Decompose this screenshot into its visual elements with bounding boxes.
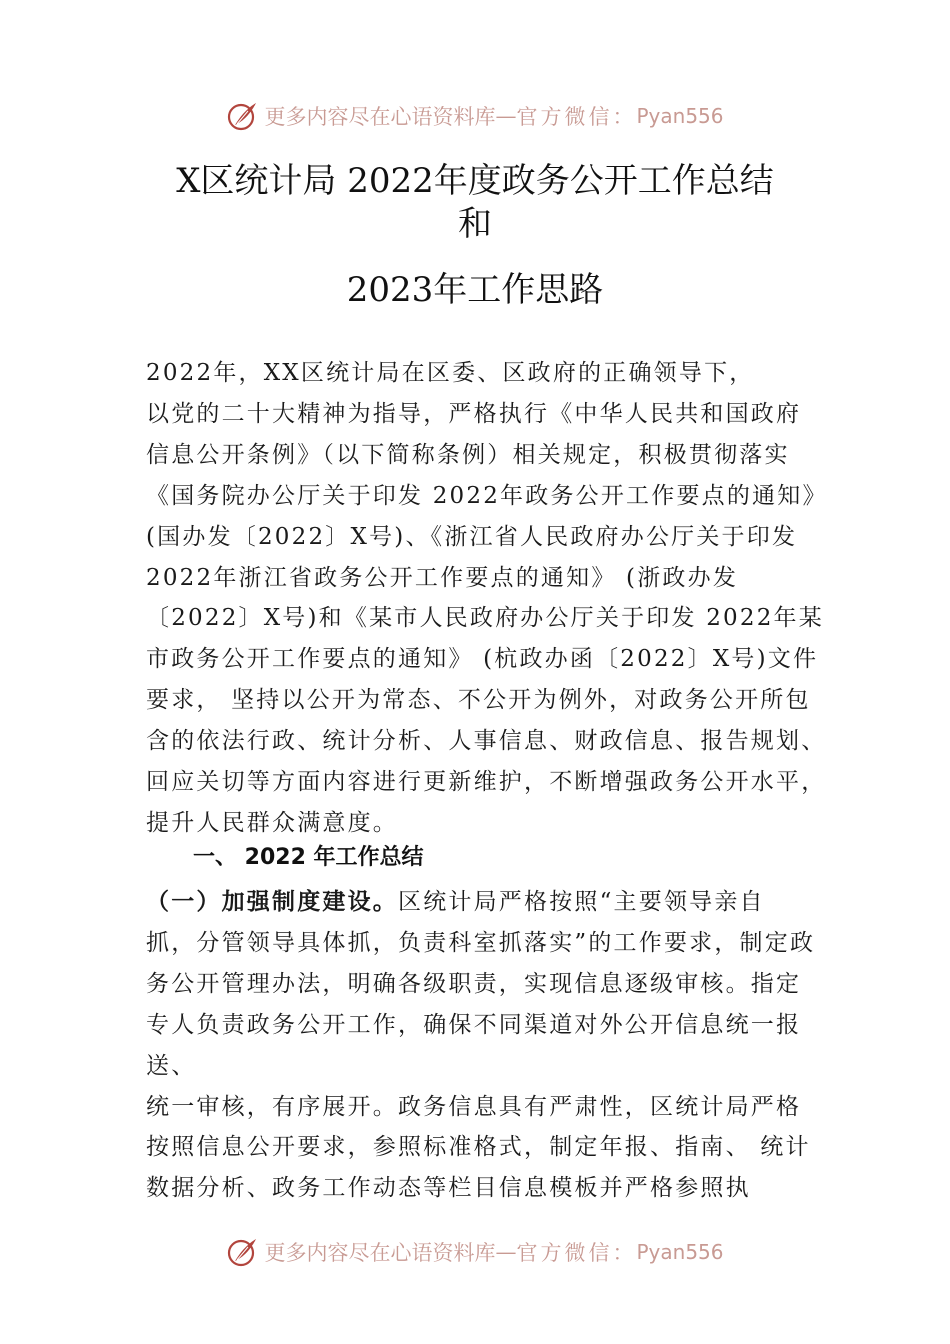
watermark-separator: — [495,104,517,128]
section-heading: 一、 2022 年工作总结 [193,845,424,870]
header-watermark [0,96,950,136]
document-title-line1: X区统计局 2022年度政务公开工作总结 [176,161,774,201]
footer-watermark [0,1232,950,1272]
subsection-title: （一）加强制度建设。 [146,888,398,915]
feather-pen-circle-icon [226,99,260,133]
watermark-separator: — [495,1240,517,1264]
watermark-text: 更多内容尽在心语资料库 [264,1241,496,1265]
subsection-text: 区统计局严格按照“主要领导亲自 抓，分管领导具体抓，负责科室抓落实”的工作要求，制定政 务公开管理办法，明确各级职责，实现信息逐级审核。指定 专人负责政务公开工作，确保不同渠道对外公开信息统一报送、 统一审核，有序展开。政务信息具有严肃性，区统计局严格 按照信息公开要求，参照标准格式，制定年报、指南、 统计 数据分析、政务工作动态等栏目信息模板并严格参照执 [146,889,816,1202]
watermark-wechat-id: Pyan556 [636,1240,724,1264]
intro-paragraph: 2022年，XX区统计局在区委、区政府的正确领导下， 以党的二十大精神为指导，严格执行《中华人民共和国政府 信息公开条例》（以下简称条例）相关规定，积极贯彻落实 《国务院办公厅关于印发 2022年政务公开工作要点的通知》 (国办发〔2022〕X号)、《浙江省人民政府办公厅关于印发 2022年浙江省政务公开工作要点的通知》 (浙政办发 〔2022〕X号)和《某市人民政府办公厅关于印发 2022年某 市政务公开工作要点的通知》 (杭政办函〔2022〕X号)文件 要求， 坚持以公开为常态、不公开为例外，对政务公开所包 含的依法行政、统计分析、人事信息、财政信息、报告规划、 回应关切等方面内容进行更新维护，不断增强政务公开水平， 提升人民群众满意度。 [146,360,828,836]
document-title-line3: 2023年工作思路 [346,270,604,310]
watermark-text: 更多内容尽在心语资料库 [264,105,496,129]
watermark-label: 官方微信： [516,105,637,129]
watermark-label: 官方微信： [516,1241,637,1265]
subsection-paragraph [146,882,836,1209]
document-title-line2: 和 [458,204,492,244]
watermark-wechat-id: Pyan556 [636,104,724,128]
feather-pen-circle-icon [226,1235,260,1269]
